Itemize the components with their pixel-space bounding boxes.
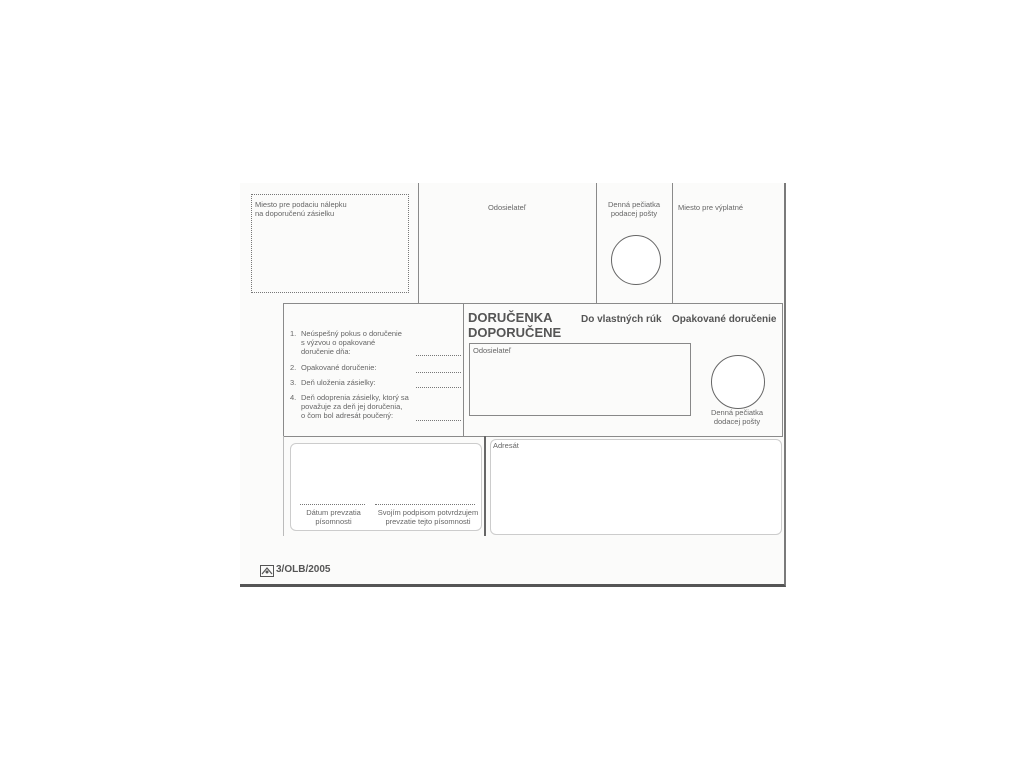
delivery-stamp-circle: [711, 355, 765, 409]
sender-label: Odosielateľ: [487, 203, 527, 212]
stamp-label-line2: podacej pošty: [610, 209, 658, 218]
step-text: Neúspešný pokus o doručenie s výzvou o opakované doručenie dňa:: [301, 329, 402, 356]
delivery-stamp-line1: Denná pečiatka: [710, 408, 764, 417]
divider: [418, 183, 419, 303]
addressee-label: Adresát: [493, 441, 519, 450]
step-num: 1.: [290, 329, 297, 338]
step-text: Opakované doručenie:: [301, 363, 377, 372]
signature-label-line2: prevzatie tejto písomnosti: [385, 517, 471, 526]
receipt-sender-label: Odosielateľ: [473, 346, 512, 355]
step-text: Deň odoprenia zásielky, ktorý sa považuje za deň jej doručenia, o čom bol adresát poučený:: [301, 393, 409, 420]
step-num: 2.: [290, 363, 297, 372]
step-fill-line: [416, 372, 461, 373]
option-repeat-delivery: Opakované doručenie: [672, 314, 777, 325]
receipt-title: DORUČENKA: [468, 310, 553, 325]
form-code: 3/OLB/2005: [276, 564, 331, 575]
stamp-label-line1: Denná pečiatka: [607, 200, 661, 209]
payment-label: Miesto pre výplatné: [678, 203, 744, 212]
step-text: Deň uloženia zásielky:: [301, 378, 376, 387]
step-fill-line: [416, 387, 461, 388]
step-num: 4.: [290, 393, 297, 402]
divider: [463, 303, 464, 437]
divider: [283, 303, 418, 304]
addressee-box: [490, 439, 782, 535]
postal-logo-icon: [260, 564, 274, 576]
sticker-label-line1: Miesto pre podaciu nálepku: [255, 200, 347, 209]
sticker-label-line2: na doporučenú zásielku: [255, 209, 335, 218]
delivery-stamp-line2: dodacej pošty: [713, 417, 761, 426]
step-num: 3.: [290, 378, 297, 387]
stamp-circle: [611, 235, 661, 285]
divider: [782, 303, 783, 437]
delivery-receipt-form: [240, 183, 786, 587]
divider: [672, 183, 673, 303]
option-own-hands: Do vlastných rúk: [581, 314, 662, 325]
receipt-subtitle: DOPORUČENE: [468, 325, 562, 340]
divider: [283, 303, 284, 437]
divider: [283, 436, 783, 437]
signature-line: [375, 504, 475, 505]
signature-label-line1: Svojím podpisom potvrdzujem: [377, 508, 479, 517]
date-label-line2: písomnosti: [315, 517, 352, 526]
step-fill-line: [416, 420, 461, 421]
step-fill-line: [416, 355, 461, 356]
divider: [484, 436, 486, 536]
divider: [283, 436, 284, 536]
date-label-line1: Dátum prevzatia: [306, 508, 361, 517]
date-line: [300, 504, 365, 505]
divider: [418, 303, 782, 304]
